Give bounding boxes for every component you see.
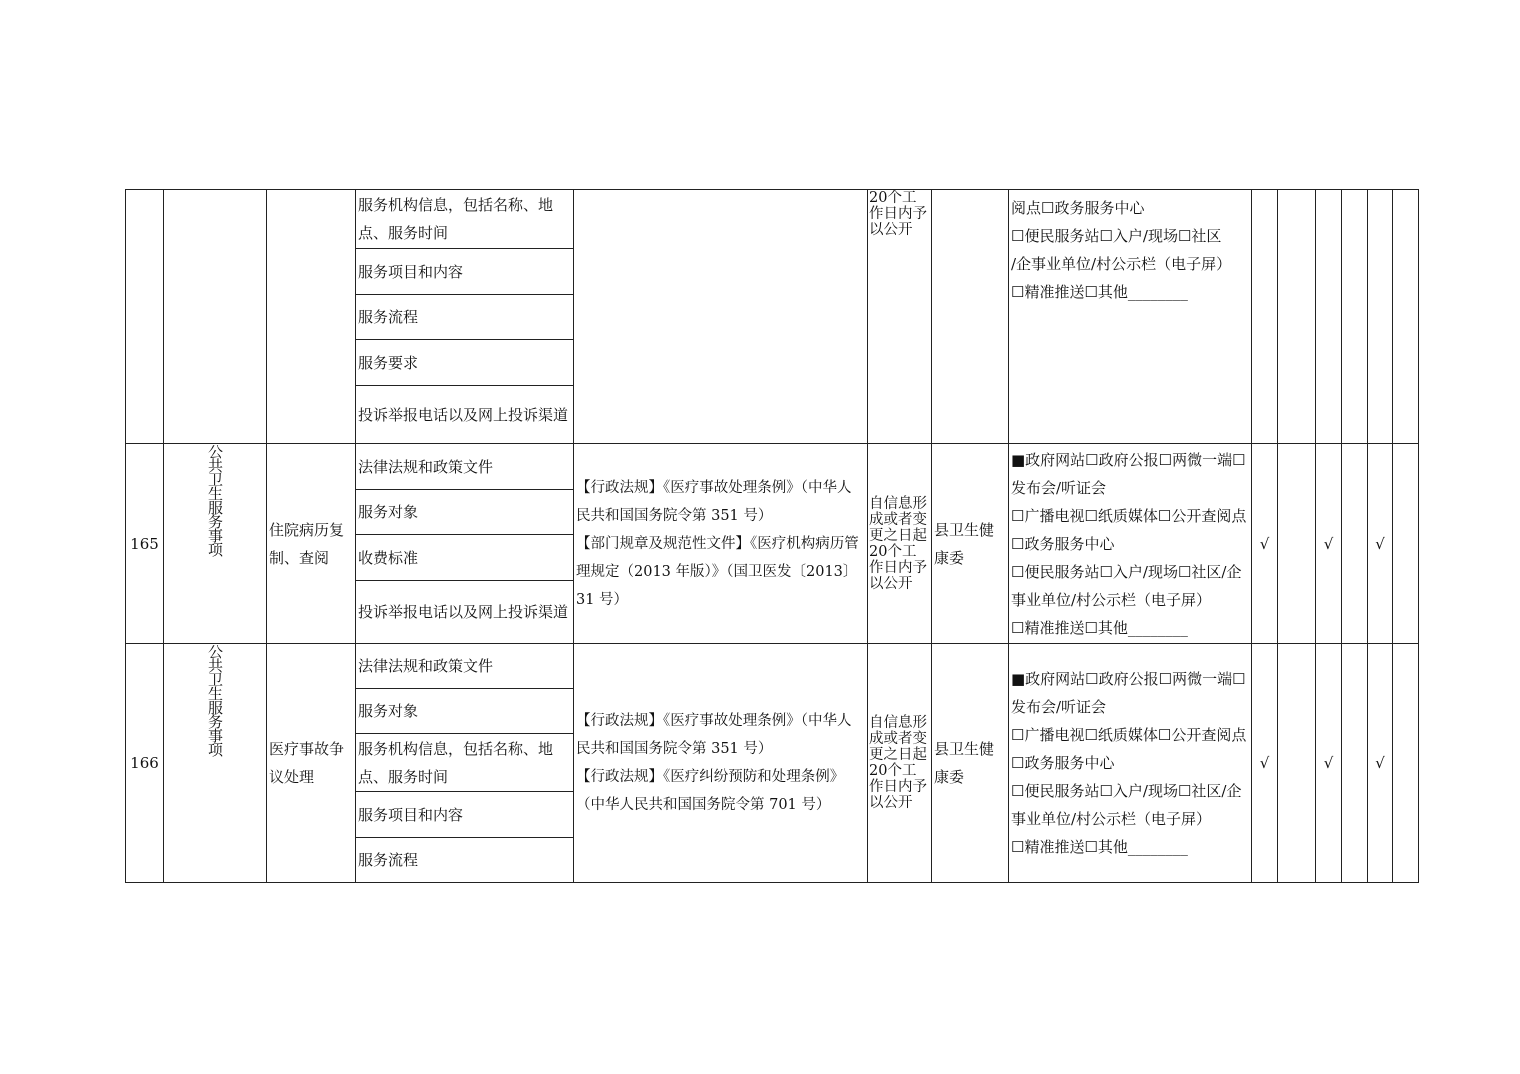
row166-mark-3: √ <box>1316 644 1342 883</box>
row166-content-item: 服务项目和内容 <box>356 792 574 838</box>
row165-mark-2 <box>1278 444 1316 644</box>
row166-content-item: 服务对象 <box>356 689 574 734</box>
channel-line: ☐便民服务站☐入户/现场☐社区 <box>1011 227 1222 245</box>
table-row-166-a <box>126 644 1419 689</box>
row164-content-item: 服务流程 <box>356 295 574 340</box>
row164-mark-1 <box>1252 190 1278 444</box>
row165-content-item: 服务对象 <box>356 490 574 535</box>
channel-line: ■政府网站☐政府公报☐两微一端☐发布会/听证会 <box>1011 450 1246 497</box>
row166-item: 医疗事故争议处理 <box>267 644 356 883</box>
row165-basis <box>574 444 868 644</box>
row166-mark-6 <box>1393 644 1419 883</box>
row166-mark-5: √ <box>1368 644 1393 883</box>
row165-content-item: 法律法规和政策文件 <box>356 444 574 490</box>
row165-item: 住院病历复制、查阅 <box>267 444 356 644</box>
channel-line: ☐广播电视☐纸质媒体☐公开查阅点☐政务服务中心 <box>1011 726 1247 772</box>
row166-content-item: 法律法规和政策文件 <box>356 644 574 689</box>
channel-line: ☐便民服务站☐入户/现场☐社区/企事业单位/村公示栏（电子屏） <box>1011 782 1242 828</box>
row166-time-limit: 自信息形成或者变更之日起20个工作日内予以公开 <box>868 644 932 883</box>
channel-line: 阅点☐政务服务中心 <box>1011 199 1145 217</box>
row164-mark-5 <box>1368 190 1393 444</box>
row164-channels <box>1009 190 1252 444</box>
row164-mark-3 <box>1316 190 1342 444</box>
basis-line: 【行政法规】《医疗纠纷预防和处理条例》（中华人民共和国国务院令第 701 号） <box>576 769 845 813</box>
row165-mark-6 <box>1393 444 1419 644</box>
row164-mark-6 <box>1393 190 1419 444</box>
row164-content-item: 服务项目和内容 <box>356 249 574 295</box>
row165-mark-1: √ <box>1252 444 1278 644</box>
row166-mark-4 <box>1342 644 1368 883</box>
row166-mark-2 <box>1278 644 1316 883</box>
basis-line: 【部门规章及规范性文件】《医疗机构病历管理规定（2013 年版）》（国卫医发〔2013〕31 号） <box>576 535 859 608</box>
row164-content-item: 投诉举报电话以及网上投诉渠道 <box>356 386 574 444</box>
row165-number: 165 <box>126 444 164 644</box>
row166-category-text: 公共卫生服务事项 <box>206 644 224 756</box>
row165-time-limit: 自信息形成或者变更之日起20个工作日内予以公开 <box>868 444 932 644</box>
row164-category-cell <box>164 190 267 444</box>
channel-line: /企事业单位/村公示栏（电子屏） <box>1011 255 1232 273</box>
channel-line: ☐便民服务站☐入户/现场☐社区/企事业单位/村公示栏（电子屏） <box>1011 562 1242 609</box>
row166-basis <box>574 644 868 883</box>
channel-line: ■政府网站☐政府公报☐两微一端☐发布会/听证会 <box>1011 670 1246 716</box>
row165-mark-5: √ <box>1368 444 1393 644</box>
row164-mark-2 <box>1278 190 1316 444</box>
row166-category <box>164 644 267 883</box>
row166-content-item: 服务机构信息，包括名称、地点、服务时间 <box>356 734 574 792</box>
row165-category <box>164 444 267 644</box>
row164-time-limit: 20个工作日内予以公开 <box>868 190 932 444</box>
row166-subject: 县卫生健康委 <box>932 644 1009 883</box>
row165-category-text: 公共卫生服务事项 <box>206 444 224 556</box>
channel-line: ☐广播电视☐纸质媒体☐公开查阅点☐政务服务中心 <box>1011 506 1247 553</box>
table-row-165-a <box>126 444 1419 490</box>
row165-mark-3: √ <box>1316 444 1342 644</box>
row165-mark-4 <box>1342 444 1368 644</box>
row165-channels <box>1009 444 1252 644</box>
row166-number: 166 <box>126 644 164 883</box>
row164-mark-4 <box>1342 190 1368 444</box>
channel-line: ☐精准推送☐其他________ <box>1011 838 1188 856</box>
row165-content-item: 收费标准 <box>356 535 574 581</box>
row164-basis-cell <box>574 190 868 444</box>
row165-content-item: 投诉举报电话以及网上投诉渠道 <box>356 581 574 644</box>
row164-content-item: 服务机构信息，包括名称、地点、服务时间 <box>356 190 574 249</box>
disclosure-table <box>125 189 1419 883</box>
row164-item-cell <box>267 190 356 444</box>
row165-subject: 县卫生健康委 <box>932 444 1009 644</box>
channel-line: ☐精准推送☐其他________ <box>1011 283 1188 301</box>
row164-number-cell <box>126 190 164 444</box>
basis-line: 【行政法规】《医疗事故处理条例》（中华人民共和国国务院令第 351 号） <box>576 713 852 757</box>
row166-content-item: 服务流程 <box>356 838 574 883</box>
row166-channels <box>1009 644 1252 883</box>
basis-line: 【行政法规】《医疗事故处理条例》（中华人民共和国国务院令第 351 号） <box>576 479 852 524</box>
row164-content-item: 服务要求 <box>356 340 574 386</box>
row166-mark-1: √ <box>1252 644 1278 883</box>
channel-line: ☐精准推送☐其他________ <box>1011 618 1188 637</box>
table-row-164-a <box>126 190 1419 249</box>
row164-subject-cell <box>932 190 1009 444</box>
